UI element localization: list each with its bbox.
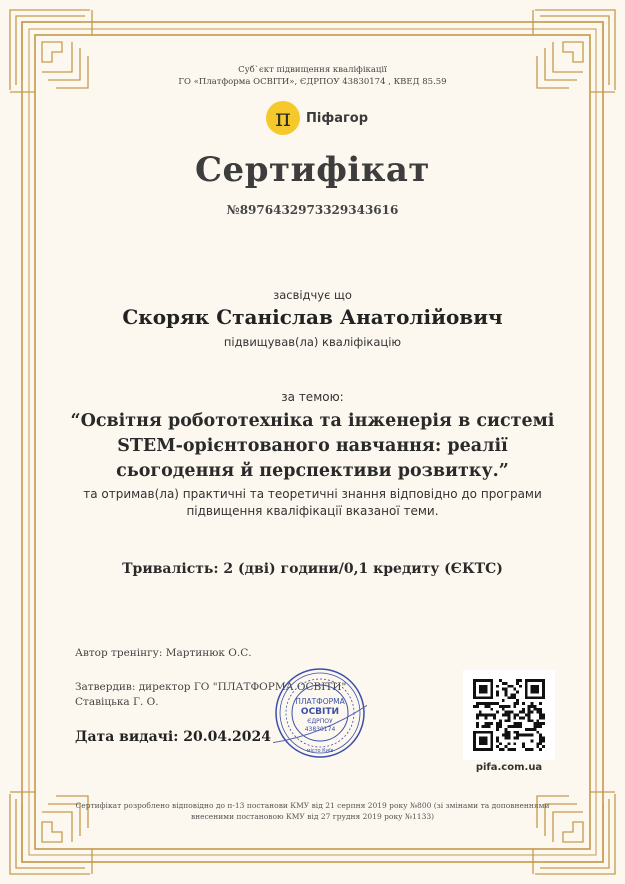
stamp-code-label: ЄДРПОУ xyxy=(307,718,333,725)
issuer-line: Суб`єкт підвищення кваліфікації xyxy=(238,65,387,75)
topic-line: “Освітня робототехніка та інженерія в системі xyxy=(70,411,555,431)
site-url: pifa.com.ua xyxy=(475,762,543,773)
certificate-title: Сертифікат xyxy=(195,150,430,190)
logo-text: Піфагор xyxy=(306,110,369,126)
received-line: підвищення кваліфікації вказаної теми. xyxy=(186,504,439,518)
qr-code-icon xyxy=(473,679,545,751)
issuer-line: ГО «Платформа ОСВІТИ», ЄДРПОУ 43830174 , КВЕД 85.59 xyxy=(178,77,447,87)
duration-text: Тривалість: 2 (дві) години/0,1 кредиту (ЄКТС) xyxy=(122,561,503,577)
stamp-center-line2: ОСВІТИ xyxy=(300,707,340,717)
certifies-text: засвідчує що xyxy=(273,288,352,302)
recipient-name: Скоряк Станіслав Анатолійович xyxy=(122,305,503,329)
topic-line: сьогодення й перспективи розвитку.” xyxy=(116,461,509,481)
approved-line: Ставіцька Г. О. xyxy=(75,696,159,708)
trainer-author: Автор тренінгу: Мартинюк О.С. xyxy=(75,647,252,659)
topic-title xyxy=(0,409,625,484)
qr-code xyxy=(463,670,555,760)
qualified-text: підвищував(ла) кваліфікацію xyxy=(223,335,402,349)
pifagor-logo xyxy=(266,100,368,136)
approved-line: Затвердив: директор ГО "ПЛАТФОРМА ОСВІТИ" xyxy=(75,681,347,693)
topic-line: STEM-орієнтованого навчання: реалії xyxy=(117,436,508,456)
official-stamp xyxy=(273,666,367,760)
stamp-city: місто Київ xyxy=(306,748,334,754)
stamp-code-value: 43830174 xyxy=(304,726,336,733)
footer-note xyxy=(0,800,625,822)
certificate-number: №8976432973329343616 xyxy=(226,203,399,217)
footer-line: Сертифікат розроблено відповідно до п-13 постанови КМУ від 21 серпня 2019 року №800 (зі змінами та доповненнями xyxy=(75,801,550,810)
pi-icon: π xyxy=(266,101,300,135)
topic-label: за темою: xyxy=(281,390,344,404)
issuer-info xyxy=(0,64,625,88)
received-line: та отримав(ла) практичні та теоретичні знання відповідно до програми xyxy=(83,487,542,501)
issue-date: Дата видачі: 20.04.2024 xyxy=(75,729,271,745)
footer-line: внесеними постановою КМУ від 27 грудня 2019 року №1133) xyxy=(190,812,435,821)
received-text xyxy=(0,486,625,520)
stamp-center-line1: ПЛАТФОРМА xyxy=(295,697,345,706)
